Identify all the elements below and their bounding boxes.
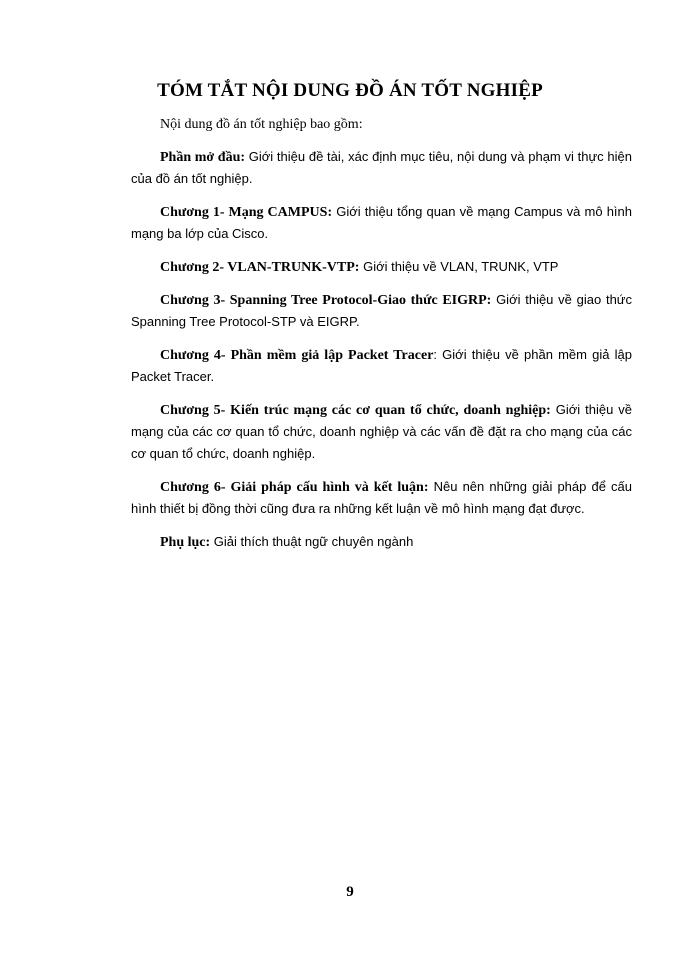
section-introduction: [131, 146, 632, 190]
section-description: Giới thiệu đề tài, xác định mục tiêu, nội dung và phạm vi thực hiện của đồ án tốt nghiệp.: [131, 149, 632, 186]
page-number: 9: [346, 884, 354, 900]
section-label: Chương 4- Phần mềm giả lập Packet Tracer: [160, 348, 434, 363]
section-label: Chương 2- VLAN-TRUNK-VTP:: [160, 260, 360, 275]
section-appendix: [131, 531, 632, 553]
section-description: Giới thiệu về VLAN, TRUNK, VTP: [359, 259, 559, 274]
section-label: Phụ lục:: [160, 535, 211, 550]
section-description: Giới thiệu về giao thức Spanning Tree Protocol-STP và EIGRP.: [131, 292, 632, 329]
section-description: Nêu nên những giải pháp để cấu hình thiết bị đồng thời cũng đưa ra những kết luận về mô hình mạng đạt được.: [131, 479, 632, 516]
section-chapter-2: [131, 256, 632, 278]
section-label: Chương 5- Kiến trúc mạng các cơ quan tổ chức, doanh nghiệp:: [160, 403, 551, 418]
section-label: Chương 3- Spanning Tree Protocol-Giao thức EIGRP:: [160, 293, 492, 308]
page-title: TÓM TẮT NỘI DUNG ĐỒ ÁN TỐT NGHIỆP: [157, 80, 543, 101]
section-description: Giới thiệu về mạng của các cơ quan tổ chức, doanh nghiệp và các vấn đề đặt ra cho mạng của các cơ quan tổ chức, doanh nghiệp.: [131, 402, 632, 461]
section-chapter-6: [131, 476, 632, 520]
section-label: Chương 6- Giải pháp cấu hình và kết luận:: [160, 480, 429, 495]
section-label: Chương 1- Mạng CAMPUS:: [160, 205, 333, 220]
section-label: Phần mở đầu:: [160, 150, 246, 165]
section-description: Giải thích thuật ngữ chuyên ngành: [210, 534, 414, 549]
section-chapter-1: [131, 201, 632, 245]
section-chapter-3: [131, 289, 632, 333]
section-chapter-4: [131, 344, 632, 388]
summary-content: [131, 114, 632, 564]
section-description: Giới thiệu tổng quan về mạng Campus và mô hình mạng ba lớp của Cisco.: [131, 204, 632, 241]
section-chapter-5: [131, 399, 632, 465]
section-description: : Giới thiệu về phần mềm giả lập Packet Tracer.: [131, 347, 632, 384]
intro-text: Nội dung đồ án tốt nghiệp bao gồm:: [160, 117, 363, 132]
